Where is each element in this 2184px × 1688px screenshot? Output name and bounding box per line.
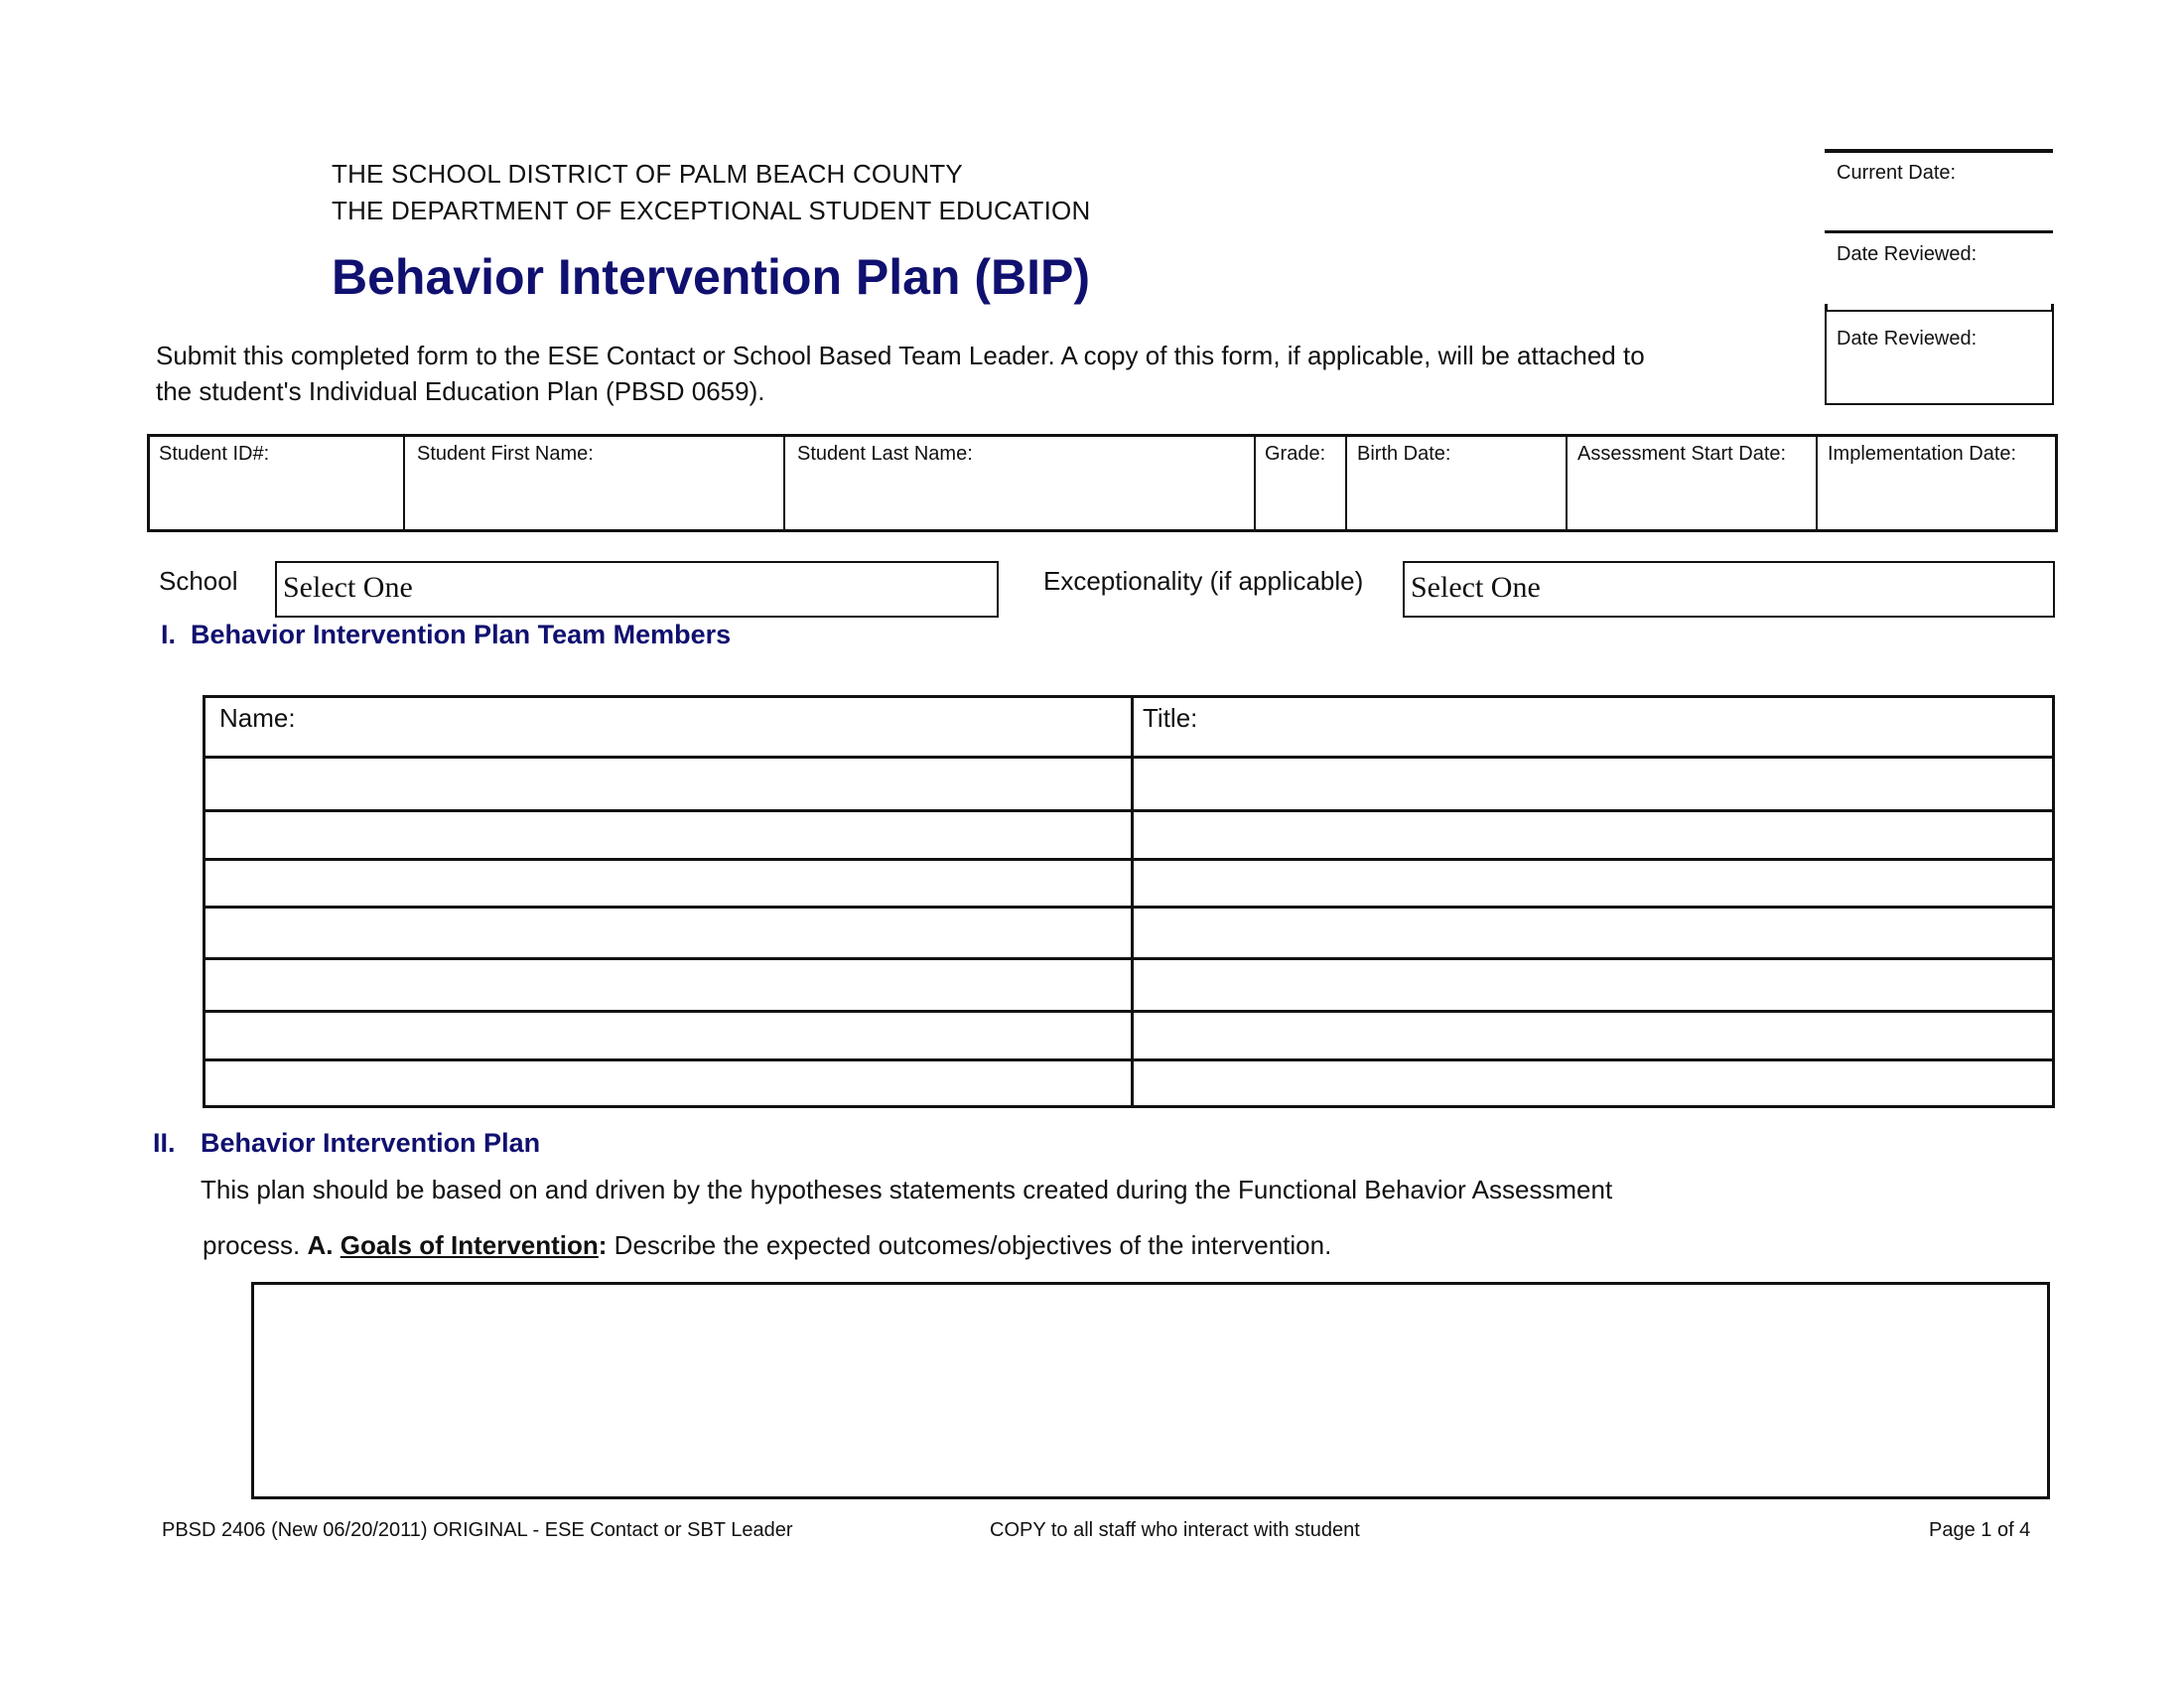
- school-label: School: [159, 566, 238, 596]
- tick: [1825, 304, 1828, 312]
- goals-of-intervention-field[interactable]: [251, 1282, 2050, 1499]
- exceptionality-select[interactable]: [1403, 561, 2055, 618]
- process-text: process.: [203, 1230, 308, 1260]
- school-selected-value: Select One: [283, 571, 413, 604]
- department-name: THE DEPARTMENT OF EXCEPTIONAL STUDENT EDUCATION: [332, 196, 1091, 225]
- goal-letter: A.: [307, 1230, 334, 1260]
- team-members-table: [203, 695, 2055, 1108]
- exceptionality-label: Exceptionality (if applicable): [1043, 566, 1364, 596]
- implementation-date-cell[interactable]: [1816, 437, 2057, 529]
- footer-form-id: PBSD 2406 (New 06/20/2011) ORIGINAL - ESE Contact or SBT Leader: [162, 1519, 793, 1541]
- team-member-title-2[interactable]: [1134, 812, 2052, 858]
- school-select[interactable]: [275, 561, 999, 618]
- current-date-label: Current Date:: [1837, 162, 1957, 184]
- footer-page-number: Page 1 of 4: [1929, 1519, 2031, 1541]
- date-reviewed-2-label: Date Reviewed:: [1837, 328, 1978, 350]
- exceptionality-selected-value: Select One: [1411, 571, 1541, 604]
- grade-cell[interactable]: [1254, 437, 1345, 529]
- tick: [2051, 304, 2054, 312]
- instructions-line-2: the student's Individual Education Plan (PBSD 0659).: [156, 376, 765, 406]
- student-first-name-label: Student First Name:: [417, 443, 594, 465]
- goals-of-intervention-title: Goals of Intervention: [340, 1230, 599, 1260]
- instructions-line-1: Submit this completed form to the ESE Contact or School Based Team Leader. A copy of this form, if applicable, will be attached to: [156, 341, 1645, 370]
- current-date-field[interactable]: [1825, 153, 2053, 230]
- section-1-heading: I. Behavior Intervention Plan Team Members: [161, 620, 732, 649]
- goal-description: Describe the expected outcomes/objectives of the intervention.: [607, 1230, 1332, 1260]
- student-info-table: [147, 434, 2058, 532]
- team-member-title-6[interactable]: [1134, 1013, 2052, 1058]
- page-title: Behavior Intervention Plan (BIP): [332, 249, 1091, 305]
- team-member-name-1[interactable]: [205, 759, 1129, 809]
- name-header: Name:: [219, 703, 296, 733]
- district-name: THE SCHOOL DISTRICT OF PALM BEACH COUNTY: [332, 159, 963, 189]
- student-id-cell[interactable]: [147, 437, 403, 529]
- team-member-title-3[interactable]: [1134, 861, 2052, 906]
- team-member-name-6[interactable]: [205, 1013, 1129, 1058]
- team-member-name-2[interactable]: [205, 812, 1129, 858]
- assessment-start-date-cell[interactable]: [1566, 437, 1817, 529]
- section-2-heading: Behavior Intervention Plan: [201, 1128, 541, 1158]
- birth-date-cell[interactable]: [1345, 437, 1566, 529]
- assessment-start-date-label: Assessment Start Date:: [1577, 443, 1787, 465]
- student-last-name-label: Student Last Name:: [797, 443, 973, 465]
- goal-colon: :: [598, 1230, 608, 1260]
- student-id-label: Student ID#:: [159, 443, 270, 465]
- footer-copy-note: COPY to all staff who interact with student: [990, 1519, 1360, 1541]
- section-2-numeral: II.: [153, 1128, 176, 1158]
- team-member-title-5[interactable]: [1134, 960, 2052, 1010]
- team-member-title-4[interactable]: [1134, 909, 2052, 957]
- student-first-name-cell[interactable]: [403, 437, 782, 529]
- team-member-name-4[interactable]: [205, 909, 1129, 957]
- date-reviewed-1-field[interactable]: [1825, 233, 2053, 308]
- team-member-title-7[interactable]: [1134, 1061, 2052, 1105]
- date-reviewed-1-label: Date Reviewed:: [1837, 243, 1978, 265]
- section-2-paragraph-line-2: [203, 1230, 1331, 1261]
- team-member-title-1[interactable]: [1134, 759, 2052, 809]
- team-member-name-5[interactable]: [205, 960, 1129, 1010]
- implementation-date-label: Implementation Date:: [1828, 443, 2017, 465]
- team-member-name-3[interactable]: [205, 861, 1129, 906]
- birth-date-label: Birth Date:: [1357, 443, 1451, 465]
- date-reviewed-2-field[interactable]: [1825, 310, 2054, 405]
- team-member-name-7[interactable]: [205, 1061, 1129, 1105]
- grade-label: Grade:: [1265, 443, 1326, 465]
- title-header: Title:: [1143, 703, 1198, 733]
- student-last-name-cell[interactable]: [783, 437, 1253, 529]
- section-2-paragraph-line-1: This plan should be based on and driven by the hypotheses statements created during the Functional Behavior Assessment: [201, 1175, 1613, 1204]
